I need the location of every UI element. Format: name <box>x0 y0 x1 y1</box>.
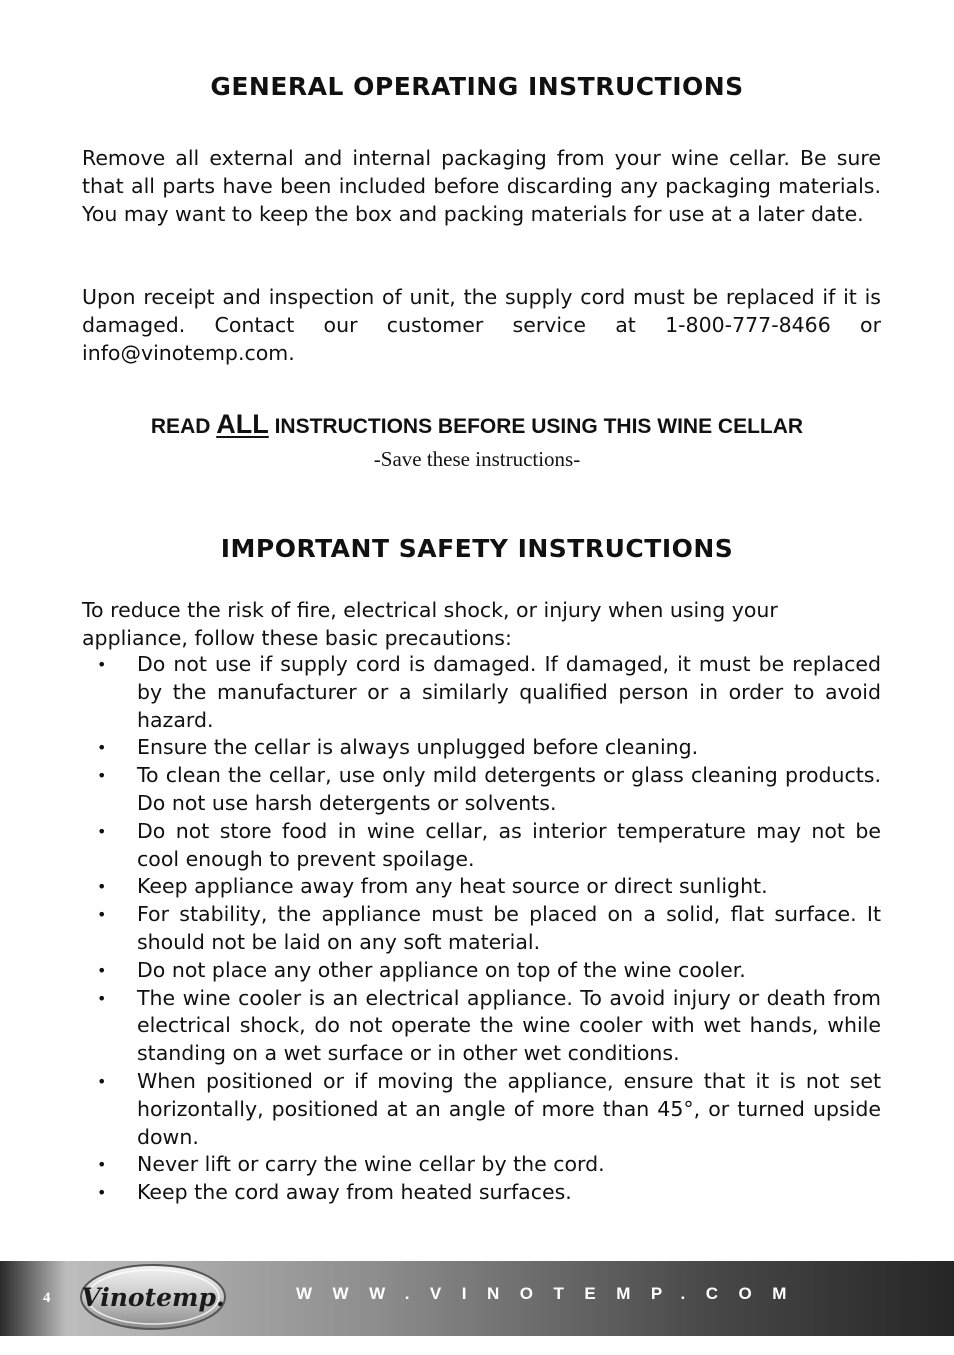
safety-bullet-item <box>82 1068 881 1151</box>
bullet-dot: • <box>97 821 107 841</box>
page-number: 4 <box>43 1290 51 1306</box>
read-prefix: READ <box>150 415 211 438</box>
bullet-dot: • <box>97 1071 107 1091</box>
safety-bullet-item <box>82 818 881 874</box>
bullet-text: Do not use if supply cord is damaged. If damaged, it must be replaced by the manufacturer or a similarly qualified person in order to avoid hazard. <box>137 652 881 732</box>
bullet-text: Keep appliance away from any heat source or direct sunlight. <box>137 874 768 899</box>
safety-bullet-item <box>82 957 881 985</box>
bullet-dot: • <box>97 1155 107 1175</box>
safety-bullet-item <box>82 873 881 901</box>
bullet-dot: • <box>97 877 107 897</box>
bullet-dot: • <box>97 738 107 758</box>
bullet-text: The wine cooler is an electrical appliance. To avoid injury or death from electrical shock, do not operate the wine cooler with wet hands, while standing on a wet surface or in other wet conditions. <box>137 985 881 1066</box>
safety-title: IMPORTANT SAFETY INSTRUCTIONS <box>220 534 734 563</box>
safety-bullet-item <box>82 985 881 1068</box>
logo-text: Vinotemp. <box>81 1283 225 1312</box>
safety-bullet-item <box>82 1179 881 1207</box>
general-title: GENERAL OPERATING INSTRUCTIONS <box>210 72 744 101</box>
bullet-text: When positioned or if moving the appliance, ensure that it is not set horizontally, positioned at an angle of more than 45°, or turned upside down. <box>137 1068 881 1149</box>
vinotemp-logo[interactable] <box>78 1263 228 1331</box>
safety-bullet-item <box>82 651 881 734</box>
bullet-text: Keep the cord away from heated surfaces. <box>137 1180 572 1205</box>
safety-bullet-item <box>82 734 881 762</box>
read-all-banner <box>0 409 954 440</box>
read-suffix: INSTRUCTIONS BEFORE USING THIS WINE CELLAR <box>274 415 804 438</box>
read-all-emphasis: ALL <box>216 409 269 439</box>
bullet-dot: • <box>97 960 107 980</box>
bullet-text: Ensure the cellar is always unplugged before cleaning. <box>137 735 699 760</box>
safety-bullet-list <box>82 651 881 1207</box>
bullet-text: Do not store food in wine cellar, as interior temperature may not be cool enough to prevent spoilage. <box>137 818 881 871</box>
bullet-dot: • <box>97 655 107 674</box>
general-paragraph-2: Upon receipt and inspection of unit, the supply cord must be replaced if it is damaged. Contact our customer service at 1-800-777-8466 or info@vinotemp.com. <box>82 285 881 365</box>
bullet-dot: • <box>97 1183 107 1203</box>
safety-bullet-item <box>82 762 881 818</box>
safety-bullet-item <box>82 1151 881 1179</box>
save-note: -Save these instructions- <box>373 447 581 471</box>
bullet-text: Do not place any other appliance on top of the wine cooler. <box>137 957 746 982</box>
safety-intro: To reduce the risk of fire, electrical shock, or injury when using your appliance, follow these basic precautions: <box>82 598 778 650</box>
bullet-dot: • <box>97 766 107 786</box>
safety-bullet-item <box>82 901 881 957</box>
website-url[interactable]: WWW.VINOTEMP.COM <box>296 1284 807 1303</box>
bullet-dot: • <box>97 988 107 1008</box>
general-paragraph-1: Remove all external and internal packaging from your wine cellar. Be sure that all parts have been included before discarding any packaging materials. You may want to keep the box and packing materials for use at a later date. <box>82 146 881 226</box>
bullet-text: Never lift or carry the wine cellar by the cord. <box>137 1152 605 1177</box>
bullet-text: To clean the cellar, use only mild detergents or glass cleaning products. Do not use harsh detergents or solvents. <box>137 763 881 815</box>
bullet-text: For stability, the appliance must be placed on a solid, flat surface. It should not be laid on any soft material. <box>137 902 881 954</box>
bullet-dot: • <box>97 905 107 925</box>
